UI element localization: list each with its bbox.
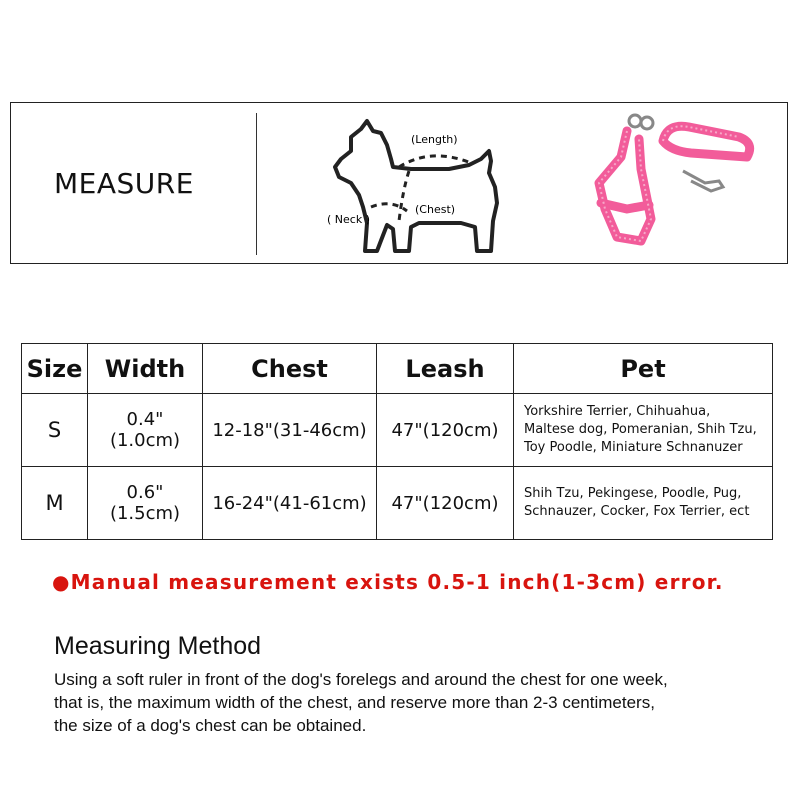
column-header-pet: Pet [514,344,773,394]
harness-d-ring [629,115,641,127]
harness-strap [599,131,651,241]
method-line: the size of a dog's chest can be obtained. [54,716,367,735]
method-title: Measuring Method [54,632,262,660]
column-header-leash: Leash [377,344,514,394]
chest-cell: 16-24"(41-61cm) [203,467,377,540]
harness-chest-strap [601,203,649,209]
table-header-row [22,344,773,394]
leash-cell: 47"(120cm) [377,467,514,540]
chest-measure-line [399,171,409,221]
pet-line: Toy Poodle, Miniature Schnanuzer [524,440,743,455]
pet-line: Shih Tzu, Pekingese, Poodle, Pug, [524,486,742,501]
size-table [21,343,773,540]
harness-leash-image [571,109,771,259]
method-line: that is, the maximum width of the chest, and reserve more than 2-3 centimeters, [54,693,655,712]
pet-line: Schnauzer, Cocker, Fox Terrier, ect [524,504,750,519]
column-header-width: Width [88,344,203,394]
chest-cell: 12-18"(31-46cm) [203,394,377,467]
measure-panel [10,102,788,264]
width-cell: 0.6"(1.5cm) [88,467,203,540]
pet-line: Yorkshire Terrier, Chihuahua, [524,404,711,419]
column-header-chest: Chest [203,344,377,394]
width-cell: 0.4"(1.0cm) [88,394,203,467]
size-cell: M [22,467,88,540]
length-label: (Length) [411,133,458,146]
measure-divider [256,113,257,255]
chest-label: (Chest) [415,203,456,216]
column-header-size: Size [22,344,88,394]
leash-cell: 47"(120cm) [377,394,514,467]
leash-clip [683,171,723,191]
pet-line: Maltese dog, Pomeranian, Shih Tzu, [524,422,757,437]
table-row [22,467,773,540]
measure-title: MEASURE [54,167,194,200]
method-line: Using a soft ruler in front of the dog's forelegs and around the chest for one week, [54,670,668,689]
pet-cell [514,467,773,540]
neck-label: ( Neck ) [327,213,370,226]
table-row [22,394,773,467]
size-cell: S [22,394,88,467]
method-description [54,668,754,737]
dog-measure-diagram [311,111,511,261]
measurement-warning: ●Manual measurement exists 0.5-1 inch(1-3cm) error. [52,570,724,594]
pet-cell [514,394,773,467]
